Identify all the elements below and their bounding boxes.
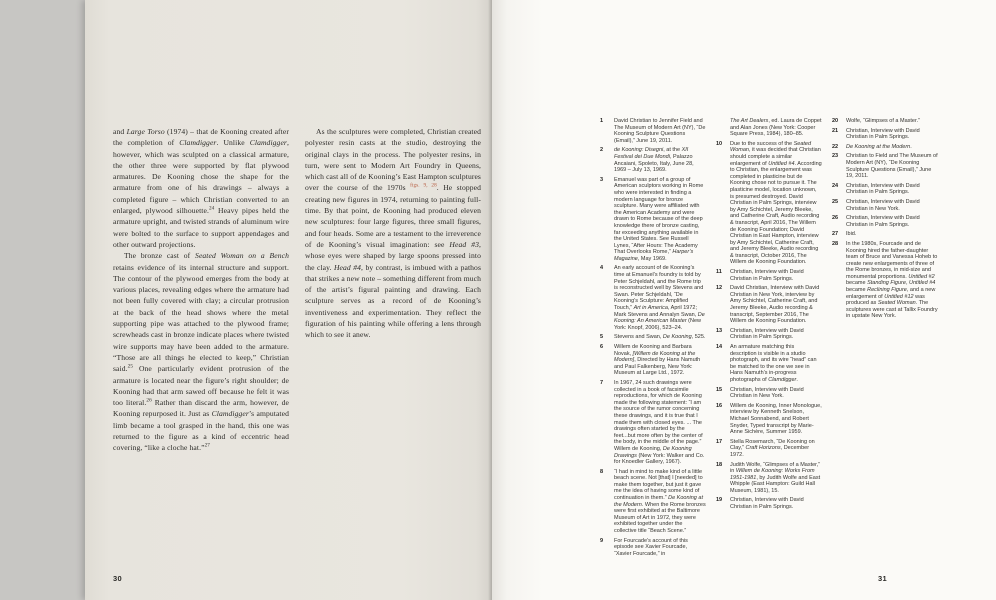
endnote-number: 16 bbox=[716, 402, 723, 409]
endnote-number: 10 bbox=[716, 140, 723, 147]
endnote bbox=[600, 344, 706, 377]
endnotes-column-3 bbox=[832, 118, 938, 560]
body-paragraph: and Large Torso (1974) – that de Kooning created after the completion of Clamdigger. Unlike Clamdigger, however, which was sculpted on a classical armature, the other three were supported by flat plywood armatures. De Kooning chose the shape for the armature from one of his drawings – always a completed figure – which Christian converted to an enlarged, plywood silhouette.$^{24}$ Heavy pipes held the armature upright, and twisted strands of aluminum wire were bolted to the surface to support appendages and other outward projections. bbox=[113, 127, 289, 249]
endnote-text: Christian to Field and The Museum of Modern Art (NY), “De Kooning Sculpture Questions (Email),” June 19, 2011. bbox=[846, 153, 938, 180]
endnote-number: 6 bbox=[600, 344, 604, 350]
endnote-number: 4 bbox=[600, 265, 604, 272]
endnote bbox=[600, 177, 706, 263]
endnote-text: Stevens and Swan, De Kooning, 525. bbox=[614, 334, 706, 341]
endnote bbox=[716, 439, 822, 459]
endnote-number: 3 bbox=[600, 176, 604, 183]
endnote-text: Emanuel was part of a group of American sculptors working in Rome who were interested in finding a modern language for bronze sculpture. Many were affiliated with the American Academy and were drawn to Rome because of the deep knowledge there of bronze casting, far exceeding anything available in the United States. See Russell Lynes, “After Hours: The Academy That Overlooks Rome,” Harper’s Magazine, May 1969. bbox=[614, 176, 704, 262]
body-column-2 bbox=[305, 126, 481, 454]
endnote-number: 23 bbox=[832, 153, 839, 160]
endnote-number: 27 bbox=[832, 231, 839, 238]
endnote-number: 7 bbox=[600, 379, 604, 386]
endnote bbox=[600, 147, 706, 173]
endnote bbox=[716, 328, 822, 341]
endnotes-block bbox=[600, 118, 938, 560]
endnote bbox=[832, 241, 938, 320]
left-page bbox=[85, 0, 492, 600]
endnote-text: Wolfe, “Glimpses of a Master.” bbox=[846, 118, 920, 124]
endnote bbox=[832, 215, 938, 228]
endnote bbox=[832, 231, 938, 238]
endnote-text: Christian, Interview with David Christian in Palm Springs. bbox=[730, 327, 804, 341]
endnote-number: 1 bbox=[600, 118, 604, 124]
endnote bbox=[832, 153, 938, 179]
endnote bbox=[600, 469, 706, 535]
endnote-text: de Kooning: Disegni, at the XII Festival dei Due Mondi, Palazzo Ancaiani, Spoleto, Italy, June 28, 1969 – July 13, 1969. bbox=[614, 147, 694, 174]
body-text-block bbox=[113, 126, 481, 454]
endnote bbox=[716, 462, 822, 495]
endnote bbox=[716, 403, 822, 436]
page-number-right: 31 bbox=[878, 574, 887, 583]
endnote bbox=[716, 387, 822, 400]
endnote bbox=[716, 141, 822, 266]
page-number-left: 30 bbox=[113, 574, 122, 583]
endnote-number: 15 bbox=[716, 386, 723, 393]
endnote bbox=[716, 497, 822, 510]
endnote bbox=[832, 144, 938, 151]
endnote-text: Willem de Kooning, Inner Monologue, interview by Kenneth Snelson, Michael Sonnabend, and Robert Snyder, Typed transcript by Marie-Anne Sichère, Summer 1959. bbox=[730, 402, 822, 436]
endnote bbox=[600, 265, 706, 331]
endnote-number: 25 bbox=[832, 198, 839, 205]
endnote bbox=[716, 118, 822, 138]
endnote-number: 28 bbox=[832, 240, 839, 247]
endnote bbox=[600, 118, 706, 144]
endnote-text: Willem de Kooning and Barbara Novak, [Willem de Kooning at the Modern], Directed by Hans Namuth and Paul Falkenberg, New York: Museum at Large Ltd., 1972. bbox=[614, 344, 701, 377]
endnote bbox=[832, 183, 938, 196]
endnote-number: 13 bbox=[716, 327, 723, 334]
endnote-text: Stella Rosemarch, “De Kooning on Clay,” Craft Horizons, December 1972. bbox=[730, 438, 815, 458]
endnote-text: An early account of de Kooning’s time at Emanuel’s foundry is told by Peter Schjeldahl, and the Rome trip is reconstructed well by Stevens and Swan. Peter Schjeldahl, “De Kooning’s Sculpture: Amplified Touch,” Art in America, April 1972; Mark Stevens and Annalyn Swan, De Kooning: An American Master (New York: Knopf, 2006), 523–24. bbox=[614, 265, 705, 331]
endnote-text: Christian, Interview with David Christian in Palm Springs. bbox=[846, 182, 920, 196]
endnote bbox=[600, 538, 706, 558]
endnote bbox=[832, 199, 938, 212]
endnote-text: Judith Wolfe, “Glimpses of a Master,” in Willem de Kooning: Works From 1951-1981, by Judith Wolfe and East Whipple (East Hampton: Guild Hall Museum, 1981), 15. bbox=[730, 461, 821, 494]
endnote bbox=[600, 380, 706, 466]
endnote-text: In the 1980s, Fourcade and de Kooning hired the father-daughter team of Bruce and Vanessa Hoheb to create new enlargements of three of the Rome bronzes, in mid-size and monumental proportions. Untitled #2 became Standing Figure, Untitled #4 became Reclining Figure, and a new enlargement of Untitled #12 was produced as Seated Woman. The sculptures were cast at Tallix Foundry in upstate New York. bbox=[846, 240, 938, 320]
endnote-number: 2 bbox=[600, 147, 604, 154]
endnote-number: 12 bbox=[716, 285, 723, 292]
endnote-number: 17 bbox=[716, 438, 723, 445]
endnote-number: 24 bbox=[832, 182, 839, 189]
endnote bbox=[832, 128, 938, 141]
endnote-text: An armature matching this description is visible in a studio photograph, and its wire “head” can be matched to the one we see in Hans Namuth’s in-progress photographs of Clamdigger. bbox=[730, 344, 817, 383]
endnote-number: 20 bbox=[832, 118, 839, 124]
endnote-text: Christian, Interview with David Christian in Palm Springs. bbox=[846, 127, 920, 141]
endnote-text: Due to the success of the Seated Woman, it was decided that Christian should complete a similar enlargement of Untitled #4. According to Christian, the enlargement was completed in plasticine but de Kooning chose not to pursue it. The plasticine model, location unknown, is presumed destroyed. David Christian in Palm Springs, interview by Amy Schichtel, Jeremy Bleeke, and Catherine Craft, Audio recording & transcript, April 2016, The Willem de Kooning Foundation; David Christian in East Hampton, interview by Amy Schichtel, Catherine Craft, and Jeremy Bleeke, Audio recording & transcript, October 2016, The Willem de Kooning Foundation. bbox=[730, 140, 822, 266]
endnote-number: 9 bbox=[600, 537, 604, 544]
body-paragraph: The bronze cast of Seated Woman on a Bench retains evidence of its internal structure and support. The contour of the plywood emerges from the body at various places, revealing edges where the armature had not been fully covered with clay; a circular protrusion at the back of the head shows where the metal supporting pipe was attached to the plywood frame; screwheads cast in bronze indicate places where twisted wire supports may have been added to the armature. “Those are all things he elected to keep,” Christian said.$^{25}$ One particularly evident protrusion of the armature is located near the figure’s right shoulder; de Kooning had that arm sawed off because he felt it was too literal.$^{26}$ Rather than discard the arm, however, de Kooning repurposed it. Just as Clamdigger’s amputated limb became a tool grasped in the hand, this one was returned to the figure as a kind of eccentric head covering, “like a cloche hat.”$^{27}$ bbox=[113, 251, 290, 453]
endnote-number: 26 bbox=[832, 215, 839, 222]
endnote-number: 18 bbox=[716, 461, 723, 468]
endnote bbox=[716, 344, 822, 384]
endnote-text: Christian, Interview with David Christian in New York. bbox=[730, 386, 804, 400]
endnote-text: Christian, Interview with David Christian in Palm Springs. bbox=[730, 497, 804, 511]
body-column-1 bbox=[113, 126, 289, 454]
endnote-number: 21 bbox=[832, 127, 839, 134]
endnote bbox=[716, 285, 822, 325]
endnote-number: 14 bbox=[716, 344, 723, 350]
endnote-number: 22 bbox=[832, 143, 839, 150]
endnote-number: 5 bbox=[600, 334, 604, 341]
endnote-number: 11 bbox=[716, 269, 722, 276]
body-paragraph: As the sculptures were completed, Christian created polyester resin casts at the studio, destroying the original clays in the process. The polyester resins, in turn, were sent to Modern Art Foundry in Queens, which cast all of de Kooning’s East Hampton sculptures over the course of the 1970s $^{figs. 9, 28}$. He stopped creating new figures in 1974, returning to painting full-time. By that point, de Kooning had produced eleven new sculptures: four large figures, three small figures, and four heads. Some are a testament to the irreverence of de Kooning’s visual imagination: see Head #3, whose eyes were shaped by large spoons pressed into the clay. Head #4, by contrast, is imbued with a pathos that strikes a new note – something different from much of the artist’s figural painting and drawing. Each sculpture serves as a record of de Kooning’s inventiveness and experimentation. They reflect the figuration of his painting while offering a lens through which to see it anew. bbox=[305, 127, 482, 340]
endnote-text: For Fourcade’s account of this episode see Xavier Fourcade, “Xavier Fourcade,” in bbox=[614, 537, 688, 557]
endnote-text: In 1967, 24 such drawings were collected in a book of facsimile reproductions, for which de Kooning made the following statement: “I am the source of the rumor concerning these drawings, and it is true that I made them with closed eyes. ... The drawings often started by the feet...but more often by the center of the body, in the middle of the page.” Willem de Kooning, De Kooning Drawings (New York: Walker and Co. for Knoedler Gallery, 1967). bbox=[614, 379, 705, 466]
endnotes-column-1 bbox=[600, 118, 706, 560]
endnote-text: Ibid. bbox=[846, 231, 857, 238]
endnote-text: The Art Dealers, ed. Laura de Coppet and Alan Jones (New York: Cooper Square Press, 1984), 180–85. bbox=[730, 118, 822, 138]
endnotes-column-2 bbox=[716, 118, 822, 560]
endnote-text: De Kooning at the Modern. bbox=[846, 143, 912, 150]
endnote-number: 8 bbox=[600, 468, 604, 475]
endnote-text: Christian, Interview with David Christian in New York. bbox=[846, 198, 920, 212]
endnote-text: David Christian, Interview with David Christian in New York, interview by Amy Schichtel, Catherine Craft, and Jeremy Bleeke, Audio recording & transcript, September 2016, The Willem de Kooning Foundation. bbox=[730, 285, 820, 325]
endnote bbox=[600, 334, 706, 341]
endnote-text: Christian, Interview with David Christian in Palm Springs. bbox=[730, 269, 804, 282]
endnote-text: Christian, Interview with David Christian in Palm Springs. bbox=[846, 215, 920, 228]
endnote-text: “I had in mind to make kind of a little beach scene. Not [that] I [needed] to make them together, but just it gave me the idea of having some kind of continuation in them.” De Kooning at the Modern. When the Rome bronzes were first exhibited at the Baltimore Museum of Art in 1972, they were exhibited together under the collective title “Beach Scene.” bbox=[614, 468, 706, 535]
endnote bbox=[832, 118, 938, 125]
endnote-number: 19 bbox=[716, 497, 723, 504]
right-page bbox=[492, 0, 996, 600]
endnote-text: David Christian to Jennifer Field and The Museum of Modern Art (NY), “De Kooning Sculpture Questions (Email),” June 19, 2011. bbox=[614, 118, 706, 144]
endnote bbox=[716, 269, 822, 282]
